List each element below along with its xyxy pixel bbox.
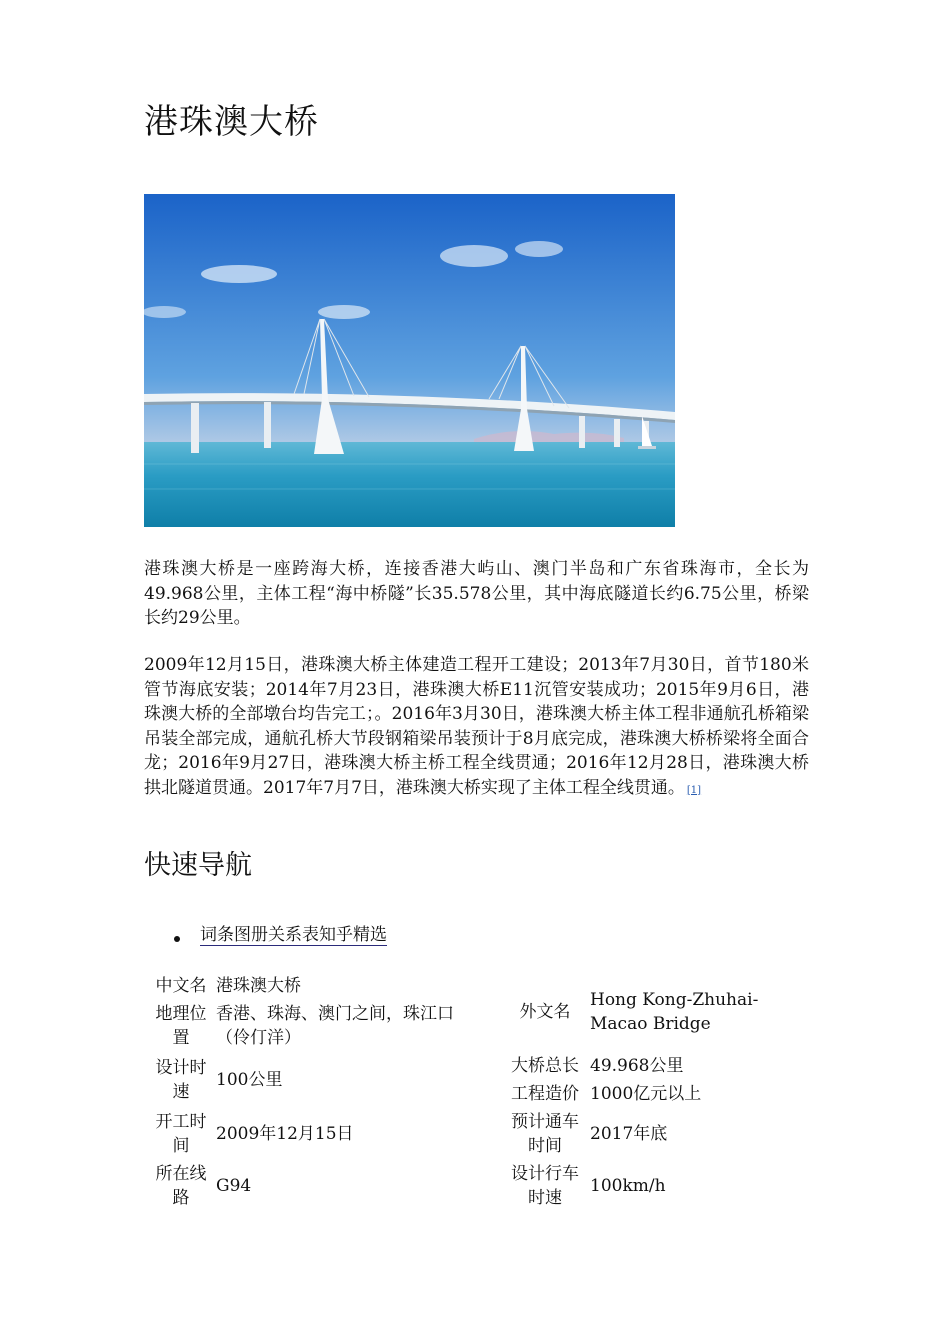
- bridge-photo: [144, 194, 675, 527]
- info-table: [149, 972, 809, 1212]
- info-value: 49.968公里: [590, 1056, 684, 1076]
- info-key: 预计通车时间: [511, 1112, 579, 1156]
- info-value: G94: [216, 1176, 252, 1196]
- info-value: 100公里: [216, 1070, 283, 1090]
- page-title: 港珠澳大桥: [144, 102, 319, 142]
- table-row: [149, 1108, 809, 1160]
- info-value: 100km/h: [590, 1176, 666, 1196]
- info-key: 设计行车时速: [511, 1164, 579, 1208]
- quick-nav-heading: 快速导航: [144, 850, 252, 881]
- info-key: 工程造价: [511, 1084, 579, 1104]
- table-row: [149, 1052, 809, 1080]
- table-row: [149, 1160, 809, 1212]
- info-value: 2009年12月15日: [216, 1124, 354, 1144]
- info-value: 港珠澳大桥: [216, 976, 301, 996]
- list-item: [174, 922, 387, 948]
- intro-paragraph: 港珠澳大桥是一座跨海大桥，连接香港大屿山、澳门半岛和广东省珠海市，全长为49.968公里，主体工程“海中桥隧”长35.578公里，其中海底隧道长约6.75公里，桥梁长约29公里。: [144, 559, 809, 628]
- info-key: 设计时速: [155, 1058, 207, 1102]
- info-key: 外文名: [519, 1002, 571, 1022]
- info-value: 1000亿元以上: [590, 1084, 702, 1104]
- info-key: 地理位置: [155, 1004, 207, 1048]
- info-key: 所在线路: [155, 1164, 207, 1208]
- info-key: 中文名: [155, 976, 207, 996]
- info-value: 2017年底: [590, 1124, 668, 1144]
- quick-nav-list: [174, 922, 387, 948]
- history-text: 2009年12月15日，港珠澳大桥主体建造工程开工建设；2013年7月30日，首节180米管节海底安装；2014年7月23日，港珠澳大桥E11沉管安装成功；2015年9月6日，港珠澳大桥的全部墩台均告完工；。2016年3月30日，港珠澳大桥主体工程非通航孔桥箱梁吊装全部完成，通航孔桥大节段钢箱梁吊装预计于8月底完成，港珠澳大桥桥梁将全面合龙；2016年9月27日，港珠澳大桥主桥工程全线贯通；2016年12月28日，港珠澳大桥拱北隧道贯通。2017年7月7日，港珠澳大桥实现了主体工程全线贯通。: [144, 655, 809, 798]
- quick-nav-link[interactable]: 词条图册关系表知乎精选: [200, 925, 387, 945]
- info-value: 香港、珠海、澳门之间，珠江口（伶仃洋）: [216, 1004, 454, 1048]
- reference-link[interactable]: [1]: [686, 784, 702, 796]
- info-key: 开工时间: [155, 1112, 207, 1156]
- info-value: Hong Kong-Zhuhai-Macao Bridge: [590, 990, 759, 1034]
- history-paragraph: [144, 653, 809, 803]
- table-row: [149, 972, 809, 1000]
- info-key: 大桥总长: [511, 1056, 579, 1076]
